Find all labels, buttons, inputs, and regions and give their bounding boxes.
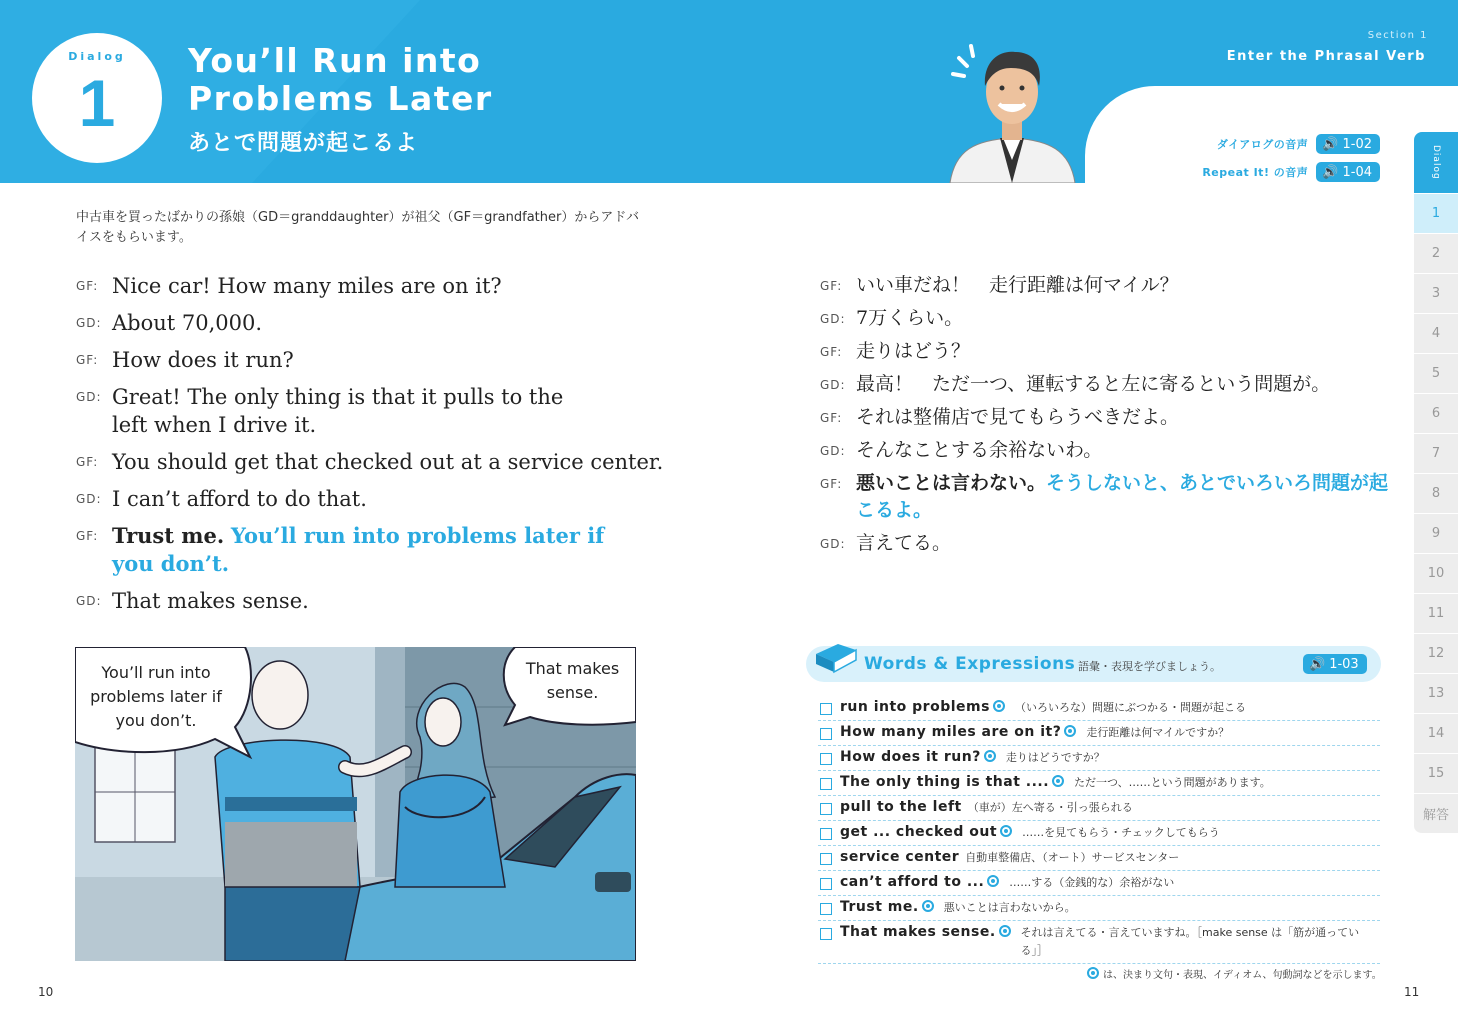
audio-track-number: 1-02 [1342, 136, 1372, 152]
dialog-line [820, 338, 1390, 365]
dialog-line-key [820, 470, 1390, 524]
checkbox[interactable] [820, 753, 832, 765]
line-text: 7万くらい。 [856, 307, 964, 329]
audio-track-button[interactable] [1316, 162, 1380, 182]
vocab-term: service center [840, 849, 960, 865]
title-line-2: Problems Later [188, 79, 493, 118]
speaker-icon: 🔊 [1309, 656, 1326, 672]
checkbox[interactable] [820, 903, 832, 915]
dialog-badge [32, 33, 162, 163]
dialog-line [820, 530, 1390, 557]
tab-5[interactable]: 5 [1414, 354, 1458, 394]
audio-label: Repeat It! の音声 [1202, 166, 1309, 179]
vocab-definition: それは言えてる・言えていますね。［make sense は「筋が通っている」］ [1020, 926, 1360, 957]
speaker-label: GF: [820, 411, 843, 425]
tab-3[interactable]: 3 [1414, 274, 1458, 314]
chapter-header [0, 0, 1458, 183]
vocab-item [818, 796, 1380, 821]
vocab-definition: ただ一つ、……という問題があります。 [1074, 776, 1271, 789]
dialog-line [820, 305, 1390, 332]
line-bold: Trust me. [112, 523, 225, 548]
tab-11[interactable]: 11 [1414, 594, 1458, 634]
checkbox[interactable] [820, 778, 832, 790]
line-text: Great! The only thing is that it pulls to the left when I drive it. [112, 385, 564, 437]
speaker-icon: 🔊 [1322, 136, 1339, 152]
badge-label: Dialog [68, 50, 126, 63]
tab-10[interactable]: 10 [1414, 554, 1458, 594]
tab-13[interactable]: 13 [1414, 674, 1458, 714]
vocab-item [818, 821, 1380, 846]
set-phrase-icon [987, 875, 999, 887]
speech-bubble-left: You’ll run into problems later if you don’t. [90, 663, 222, 730]
key-phrase: そうしないと、あとでいろいろ問題が起こるよ。 [856, 472, 1389, 521]
page-number-left: 10 [38, 985, 54, 999]
key-phrase: You’ll run into problems later if you don’t. [112, 523, 605, 576]
vocab-term: How many miles are on it? [840, 724, 1062, 740]
line-text: そんなことする余裕ないわ。 [856, 439, 1103, 461]
line-text: You should get that checked out at a service center. [112, 450, 664, 474]
line-text: That makes sense. [112, 589, 309, 613]
dialog-line [820, 272, 1390, 299]
checkbox[interactable] [820, 803, 832, 815]
dialog-line [820, 437, 1390, 464]
dialog-line [76, 485, 676, 513]
words-expressions-subtitle: 語彙・表現を学びましょう。 [1078, 660, 1221, 673]
speaker-icon: 🔊 [1322, 164, 1339, 180]
speaker-label: GF: [820, 279, 843, 293]
dialog-line [76, 272, 676, 300]
checkbox[interactable] [820, 728, 832, 740]
vocab-term: can’t afford to ... [840, 874, 985, 890]
speaker-label: GF: [76, 279, 99, 293]
speaker-label: GF: [76, 455, 99, 469]
vocab-definition: （車が）左へ寄る・引っ張られる [967, 801, 1133, 814]
vocab-item [818, 871, 1380, 896]
line-text: それは整備店で見てもらうべきだよ。 [856, 406, 1180, 428]
book-icon [812, 640, 860, 676]
tab-2[interactable]: 2 [1414, 234, 1458, 274]
set-phrase-icon [1000, 825, 1012, 837]
speaker-label: GF: [820, 345, 843, 359]
audio-track-number: 1-03 [1329, 656, 1359, 672]
vocab-definition: （いろいろな）問題にぶつかる・問題が起こる [1014, 701, 1246, 714]
line-text: Nice car! How many miles are on it? [112, 274, 502, 298]
dialog-line [76, 309, 676, 337]
vocab-definition: ……を見てもらう・チェックしてもらう [1022, 826, 1220, 839]
tab-7[interactable]: 7 [1414, 434, 1458, 474]
dialog-line [76, 587, 676, 615]
speaker-label: GF: [820, 477, 843, 491]
set-phrase-icon [922, 900, 934, 912]
tab-4[interactable]: 4 [1414, 314, 1458, 354]
narrator-portrait [945, 40, 1080, 183]
tab-answers[interactable]: 解答 [1414, 794, 1458, 834]
line-text: 走りはどう？ [856, 340, 971, 362]
tab-1[interactable]: 1 [1414, 194, 1458, 234]
speaker-label: GF: [76, 353, 99, 367]
tab-14[interactable]: 14 [1414, 714, 1458, 754]
vocab-definition: 走行距離は何マイルですか？ [1086, 726, 1230, 739]
vocab-list [818, 696, 1380, 964]
dialog-line [820, 404, 1390, 431]
speaker-label: GD: [820, 537, 846, 551]
checkbox[interactable] [820, 878, 832, 890]
intro-text: 中古車を買ったばかりの孫娘（GD＝granddaughter）が祖父（GF＝grandfather）からアドバイスをもらいます。 [76, 210, 640, 245]
dialog-line [820, 371, 1390, 398]
vocab-definition: 走りはどうですか？ [1005, 751, 1105, 764]
title-line-1: You’ll Run into [188, 41, 482, 80]
checkbox[interactable] [820, 853, 832, 865]
checkbox[interactable] [820, 703, 832, 715]
vocab-definition: ……する（金銭的な）余裕がない [1009, 876, 1175, 889]
set-phrase-icon [1052, 775, 1064, 787]
speaker-label: GD: [820, 444, 846, 458]
audio-track-button[interactable] [1316, 134, 1380, 154]
speech-bubble-right: That makes sense. [525, 659, 620, 702]
line-bold: 悪いことは言わない。 [856, 472, 1047, 494]
vocab-term: get ... checked out [840, 824, 998, 840]
dialog-illustration [75, 647, 636, 961]
vocab-term: The only thing is that .... [840, 774, 1050, 790]
audio-repeat[interactable] [1202, 161, 1380, 183]
vocab-term: That makes sense. [840, 924, 996, 940]
section-name: Enter the Phrasal Verb [1226, 49, 1426, 64]
badge-number: 1 [78, 66, 116, 140]
vocab-term: pull to the left [840, 799, 962, 815]
vocab-definition: 悪いことは言わないから。 [943, 901, 1076, 914]
vocab-item [818, 721, 1380, 746]
vocab-item [818, 771, 1380, 796]
vocab-definition: 自動車整備店、（オート）サービスセンター [965, 851, 1180, 864]
line-text: I can’t afford to do that. [112, 487, 367, 511]
page-title-jp: あとで問題が起こるよ [188, 131, 419, 156]
tab-6[interactable]: 6 [1414, 394, 1458, 434]
set-phrase-icon [993, 700, 1005, 712]
set-phrase-icon [1064, 725, 1076, 737]
tab-9[interactable]: 9 [1414, 514, 1458, 554]
audio-label: ダイアログの音声 [1216, 138, 1309, 151]
dialog-line [76, 346, 676, 374]
speaker-label: GD: [820, 312, 846, 326]
vocab-item [818, 746, 1380, 771]
vocab-term: run into problems [840, 699, 990, 715]
line-text: いい車だね！ 走行距離は何マイル？ [856, 274, 1179, 296]
vocab-item [818, 921, 1380, 964]
line-text: How does it run? [112, 348, 294, 372]
vocab-item [818, 846, 1380, 871]
page-number-right: 11 [1404, 985, 1420, 999]
dialog-line [76, 383, 596, 439]
set-phrase-icon [1087, 967, 1099, 979]
audio-dialog[interactable] [1217, 133, 1380, 155]
tab-12[interactable]: 12 [1414, 634, 1458, 674]
tab-dialog-header: Dialog [1414, 132, 1458, 194]
tab-8[interactable]: 8 [1414, 474, 1458, 514]
words-expressions-title: Words & Expressions [864, 654, 1076, 674]
vocab-term: Trust me. [840, 899, 919, 915]
line-text: 言えてる。 [856, 532, 952, 554]
legend-text: は、決まり文句・表現、イディオム、句動詞などを示します。 [1103, 970, 1382, 981]
checkbox[interactable] [820, 928, 832, 940]
speaker-label: GD: [820, 378, 846, 392]
speaker-label: GD: [76, 492, 102, 506]
tab-15[interactable]: 15 [1414, 754, 1458, 794]
dialog-english [76, 272, 676, 624]
dialog-line-key [76, 522, 616, 578]
side-tabs [1414, 132, 1458, 834]
audio-track-button[interactable] [1303, 654, 1367, 674]
section-label: Section 1 [1367, 30, 1428, 41]
dialog-line [76, 448, 676, 476]
speaker-label: GD: [76, 594, 102, 608]
set-phrase-icon [984, 750, 996, 762]
line-text: 最高！ ただ一つ、運転すると左に寄るという問題が。 [856, 373, 1331, 395]
speaker-label: GF: [76, 529, 99, 543]
audio-track-number: 1-04 [1342, 164, 1372, 180]
vocab-item [818, 896, 1380, 921]
page-title [188, 42, 493, 118]
legend-note [1084, 966, 1382, 981]
line-text: About 70,000. [112, 311, 263, 335]
speaker-label: GD: [76, 390, 102, 404]
checkbox[interactable] [820, 828, 832, 840]
vocab-item [818, 696, 1380, 721]
set-phrase-icon [999, 925, 1011, 937]
dialog-japanese [820, 272, 1390, 563]
vocab-term: How does it run? [840, 749, 981, 765]
speaker-label: GD: [76, 316, 102, 330]
